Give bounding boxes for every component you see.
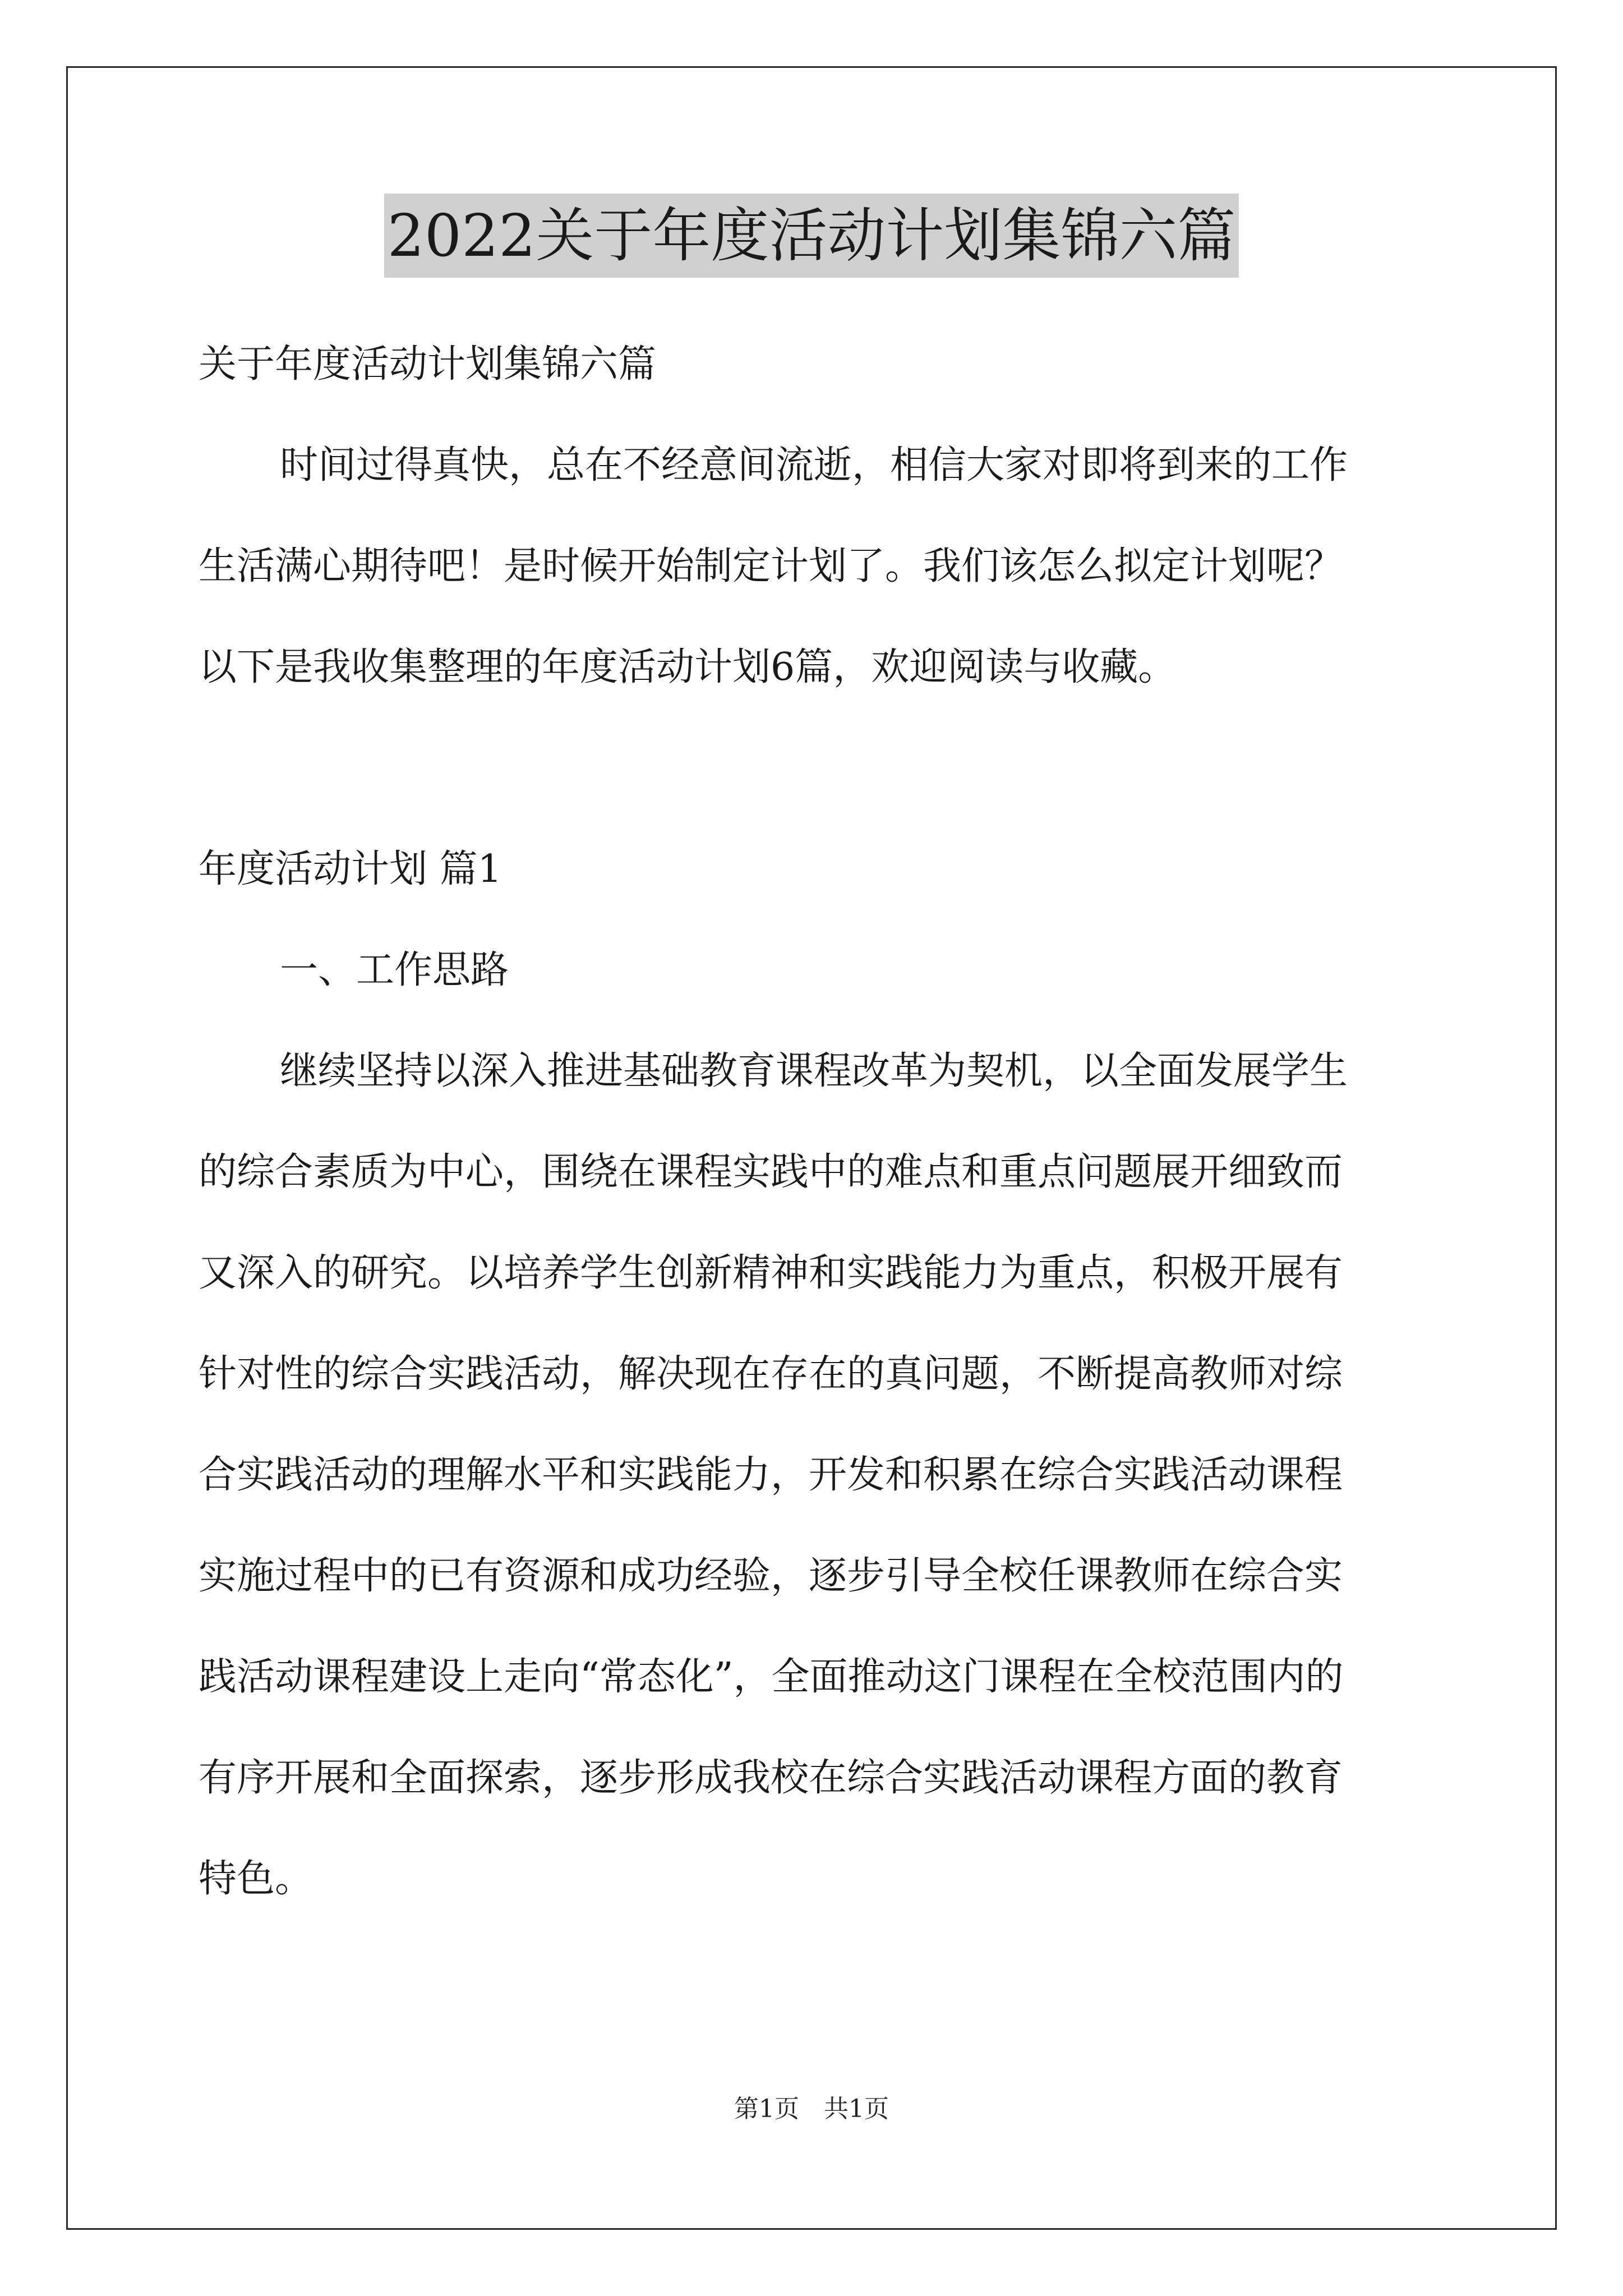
body-line: 的综合素质为中心，围绕在课程实践中的难点和重点问题展开细致而 bbox=[199, 1150, 1343, 1194]
document-body bbox=[199, 314, 1432, 1930]
document-subtitle: 关于年度活动计划集锦六篇 bbox=[199, 342, 657, 386]
body-line: 合实践活动的理解水平和实践能力，开发和积累在综合实践活动课程 bbox=[199, 1453, 1343, 1497]
intro-line: 生活满心期待吧！是时候开始制定计划了。我们该怎么拟定计划呢？ bbox=[199, 544, 1343, 588]
document-title: 2022关于年度活动计划集锦六篇 bbox=[384, 194, 1239, 278]
body-line: 特色。 bbox=[199, 1857, 313, 1901]
body-line: 践活动课程建设上走向“常态化”，全面推动这门课程在全校范围内的 bbox=[199, 1655, 1344, 1699]
paragraph-gap bbox=[199, 718, 1432, 819]
intro-line: 以下是我收集整理的年度活动计划6篇，欢迎阅读与收藏。 bbox=[199, 645, 1177, 689]
page-number-current: 第1页 bbox=[734, 2095, 799, 2123]
body-line: 有序开展和全面探索，逐步形成我校在综合实践活动课程方面的教育 bbox=[199, 1756, 1343, 1800]
page-footer bbox=[0, 2092, 1623, 2126]
intro-line: 时间过得真快，总在不经意间流逝，相信大家对即将到来的工作 bbox=[280, 443, 1348, 487]
body-line: 实施过程中的已有资源和成功经验，逐步引导全校任课教师在综合实 bbox=[199, 1554, 1343, 1598]
subheading: 一、工作思路 bbox=[280, 948, 509, 992]
body-line: 又深入的研究。以培养学生创新精神和实践能力为重点，积极开展有 bbox=[199, 1251, 1343, 1295]
section-heading: 年度活动计划 篇1 bbox=[199, 847, 502, 891]
title-area bbox=[0, 194, 1623, 278]
body-line: 针对性的综合实践活动，解决现在存在的真问题，不断提高教师对综 bbox=[199, 1352, 1343, 1396]
page-number-total: 共1页 bbox=[824, 2095, 889, 2123]
body-line: 继续坚持以深入推进基础教育课程改革为契机，以全面发展学生 bbox=[280, 1049, 1348, 1093]
